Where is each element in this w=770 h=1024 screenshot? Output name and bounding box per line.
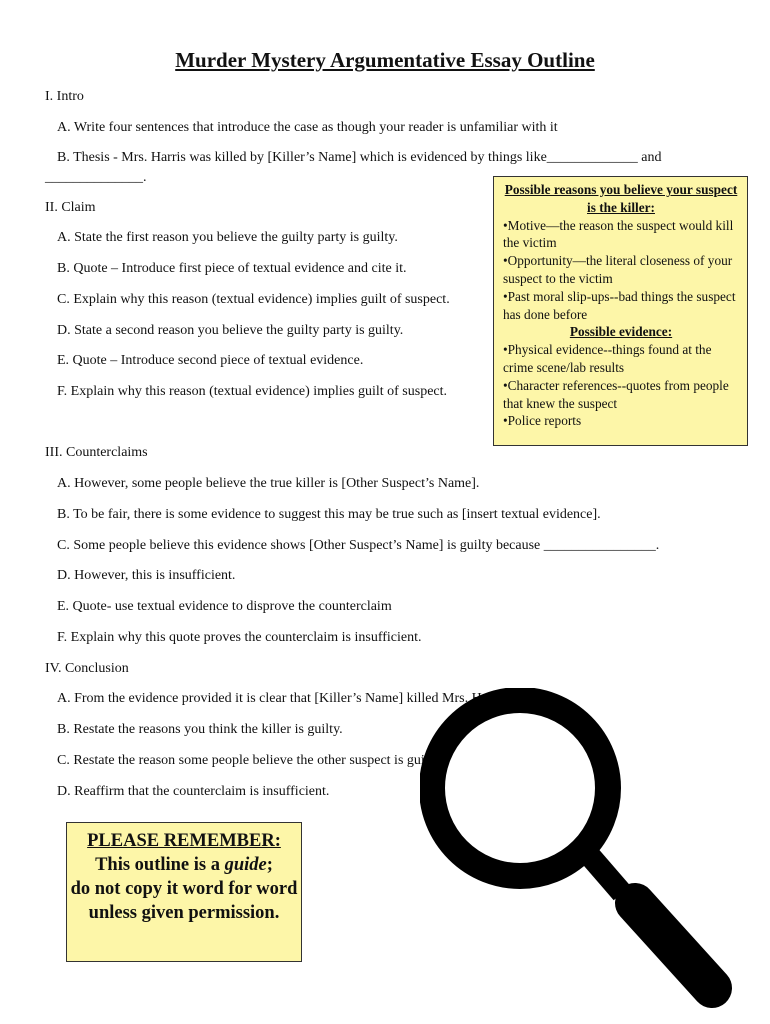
reminder-heading: PLEASE REMEMBER:	[87, 831, 281, 851]
evidence-heading: Possible evidence:	[569, 324, 673, 340]
counterclaims-item-f: F. Explain why this quote proves the counterclaim is insufficient.	[57, 630, 422, 645]
counterclaims-heading: III. Counterclaims	[45, 445, 148, 460]
reminder-emphasis: guide	[224, 855, 267, 875]
magnifying-glass-icon	[420, 688, 735, 1008]
counterclaims-item-e: E. Quote- use textual evidence to disprove the counterclaim	[57, 599, 392, 614]
conclusion-heading: IV. Conclusion	[45, 661, 129, 676]
reason-item: •Past moral slip-ups--bad things the suspect has done before	[503, 288, 736, 322]
reason-item: •Opportunity—the literal closeness of your suspect to the victim	[503, 253, 733, 286]
page-title: Murder Mystery Argumentative Essay Outline	[175, 48, 595, 72]
evidence-item: •Physical evidence--things found at the crime scene/lab results	[503, 342, 712, 375]
reminder-text-post: ;	[266, 855, 273, 875]
claim-item-b: B. Quote – Introduce first piece of textual evidence and cite it.	[57, 261, 407, 276]
claim-item-f: F. Explain why this reason (textual evidence) implies guilt of suspect.	[57, 384, 448, 399]
reasons-heading: Possible reasons you believe your suspect is the killer:	[504, 182, 738, 215]
counterclaims-item-b: B. To be fair, there is some evidence to suggest this may be true such as [insert textual evidence].	[57, 507, 601, 522]
hints-box	[493, 176, 748, 446]
conclusion-item-c: C. Restate the reason some people believe the other suspect is guilty.	[57, 753, 443, 768]
intro-heading: I. Intro	[45, 89, 84, 104]
evidence-item: •Police reports	[503, 413, 582, 429]
conclusion-item-a: A. From the evidence provided it is clear that [Killer’s Name] killed Mrs. H	[57, 691, 482, 706]
reason-item: •Motive—the reason the suspect would kill the victim	[503, 217, 734, 251]
reminder-box	[66, 822, 302, 962]
counterclaims-item-c: C. Some people believe this evidence shows [Other Suspect’s Name] is guilty because ________________.	[57, 538, 660, 553]
intro-item-a: A. Write four sentences that introduce the case as though your reader is unfamiliar with it	[57, 120, 558, 135]
claim-item-c: C. Explain why this reason (textual evidence) implies guilt of suspect.	[57, 292, 450, 307]
claim-item-d: D. State a second reason you believe the guilty party is guilty.	[57, 323, 404, 338]
counterclaims-item-a: A. However, some people believe the true killer is [Other Suspect’s Name].	[57, 476, 480, 491]
counterclaims-item-d: D. However, this is insufficient.	[57, 568, 236, 583]
intro-item-b: B. Thesis - Mrs. Harris was killed by [Killer’s Name] which is evidenced by things like_____________ and	[57, 150, 662, 165]
evidence-item: •Character references--quotes from people that knew the suspect	[503, 377, 729, 411]
intro-item-b-continued: ______________.	[45, 170, 147, 185]
reminder-text-pre: This outline is a	[95, 855, 225, 875]
claim-heading: II. Claim	[45, 200, 96, 215]
claim-item-e: E. Quote – Introduce second piece of textual evidence.	[57, 353, 364, 368]
conclusion-item-b: B. Restate the reasons you think the killer is guilty.	[57, 722, 343, 737]
reminder-text-rest: do not copy it word for word unless given permission.	[70, 879, 298, 923]
claim-item-a: A. State the first reason you believe the guilty party is guilty.	[57, 230, 398, 245]
conclusion-item-d: D. Reaffirm that the counterclaim is insufficient.	[57, 784, 330, 799]
